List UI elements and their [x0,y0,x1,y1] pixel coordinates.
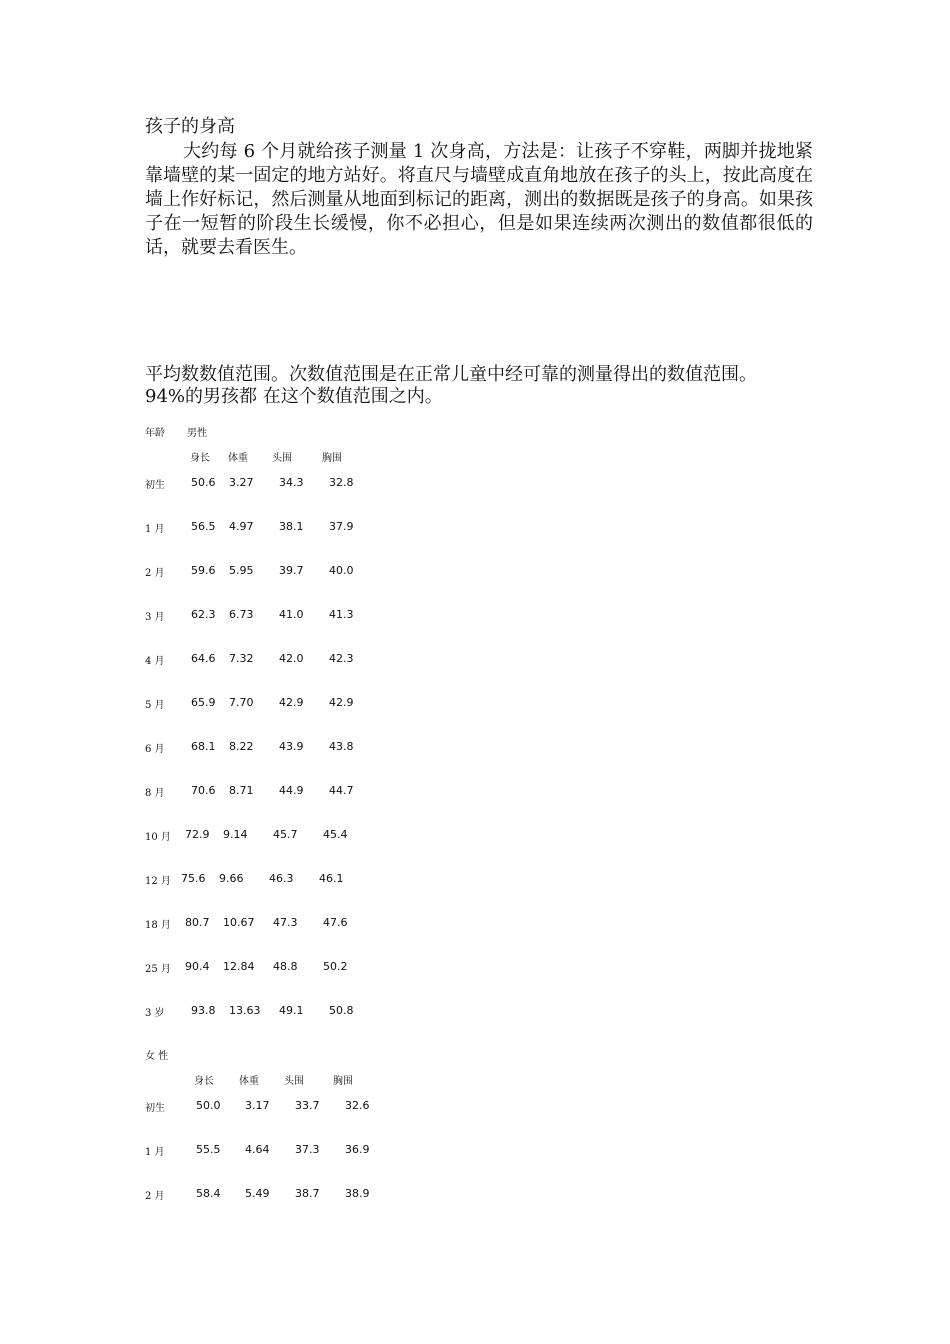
head-value: 38.1 [279,520,304,533]
head-value: 46.3 [269,872,294,885]
weight-value: 10.67 [223,916,255,929]
chest-value: 42.9 [329,696,354,709]
chest-value: 37.9 [329,520,354,533]
head-value: 39.7 [279,564,304,577]
intro-line-2: 94%的男孩都 在这个数值范围之内。 [145,386,443,407]
row-age-label: 2 月 [145,1191,165,1202]
head-value: 45.7 [273,828,298,841]
row-age-label: 5 月 [145,700,165,711]
chest-value: 44.7 [329,784,354,797]
row-age-label: 6 月 [145,744,165,755]
male-header-head: 头围 [272,453,292,464]
chest-value: 32.6 [345,1099,370,1112]
length-value: 93.8 [191,1004,216,1017]
head-value: 37.3 [295,1143,320,1156]
chest-value: 41.3 [329,608,354,621]
chest-value: 38.9 [345,1187,370,1200]
row-age-label: 10 月 [145,832,171,843]
weight-value: 13.63 [229,1004,261,1017]
head-value: 34.3 [279,476,304,489]
chest-value: 46.1 [319,872,344,885]
weight-value: 7.32 [229,652,254,665]
length-value: 56.5 [191,520,216,533]
chest-value: 42.3 [329,652,354,665]
head-value: 42.0 [279,652,304,665]
weight-value: 5.95 [229,564,254,577]
row-age-label: 1 月 [145,524,165,535]
head-value: 49.1 [279,1004,304,1017]
head-value: 42.9 [279,696,304,709]
head-value: 47.3 [273,916,298,929]
chest-value: 43.8 [329,740,354,753]
weight-value: 9.66 [219,872,244,885]
length-value: 72.9 [185,828,210,841]
head-value: 44.9 [279,784,304,797]
length-value: 90.4 [185,960,210,973]
body-paragraph: 大约每 6 个月就给孩子测量 1 次身高，方法是：让孩子不穿鞋，两脚并拢地紧靠墙壁的某一固定的地方站好。将直尺与墙壁成直角地放在孩子的头上，按此高度在墙上作好标记，然后测量从地面到标记的距离，测出的数据既是孩子的身高。如果孩子在一短暂的阶段生长缓慢，你不必担心，但是如果连续两次测出的数值都很低的话，就要去看医生。 [145,141,813,258]
chest-value: 32.8 [329,476,354,489]
length-value: 50.6 [191,476,216,489]
head-value: 38.7 [295,1187,320,1200]
chest-value: 45.4 [323,828,348,841]
male-header-chest: 胸围 [322,453,342,464]
male-sex-label: 男性 [187,428,207,439]
weight-value: 8.22 [229,740,254,753]
length-value: 65.9 [191,696,216,709]
row-age-label: 3 岁 [145,1008,165,1019]
head-value: 48.8 [273,960,298,973]
male-header-weight: 体重 [228,453,248,464]
intro-text [145,364,813,408]
row-age-label: 初生 [145,480,165,491]
female-header-length: 身长 [194,1076,214,1087]
length-value: 68.1 [191,740,216,753]
female-header-weight: 体重 [239,1076,259,1087]
row-age-label: 2 月 [145,568,165,579]
chest-value: 50.2 [323,960,348,973]
weight-value: 5.49 [245,1187,270,1200]
weight-value: 7.70 [229,696,254,709]
weight-value: 4.64 [245,1143,270,1156]
chest-value: 47.6 [323,916,348,929]
length-value: 59.6 [191,564,216,577]
row-age-label: 8 月 [145,788,165,799]
female-header-head: 头围 [284,1076,304,1087]
weight-value: 9.14 [223,828,248,841]
weight-value: 8.71 [229,784,254,797]
weight-value: 4.97 [229,520,254,533]
row-age-label: 12 月 [145,876,171,887]
chest-value: 50.8 [329,1004,354,1017]
head-value: 43.9 [279,740,304,753]
weight-value: 3.17 [245,1099,270,1112]
female-sex-label: 女 性 [145,1051,169,1062]
weight-value: 3.27 [229,476,254,489]
length-value: 50.0 [196,1099,221,1112]
length-value: 80.7 [185,916,210,929]
row-age-label: 1 月 [145,1147,165,1158]
head-value: 33.7 [295,1099,320,1112]
intro-line-1: 平均数数值范围。次数值范围是在正常儿童中经可靠的测量得出的数值范围。 [145,364,757,385]
length-value: 70.6 [191,784,216,797]
row-age-label: 初生 [145,1103,165,1114]
male-header-length: 身长 [190,453,210,464]
length-value: 64.6 [191,652,216,665]
row-age-label: 3 月 [145,612,165,623]
row-age-label: 18 月 [145,920,171,931]
length-value: 62.3 [191,608,216,621]
row-age-label: 25 月 [145,964,171,975]
length-value: 55.5 [196,1143,221,1156]
head-value: 41.0 [279,608,304,621]
female-header-chest: 胸围 [333,1076,353,1087]
weight-value: 12.84 [223,960,255,973]
length-value: 58.4 [196,1187,221,1200]
page-title: 孩子的身高 [145,116,235,137]
age-column-label: 年龄 [145,428,165,439]
row-age-label: 4 月 [145,656,165,667]
weight-value: 6.73 [229,608,254,621]
chest-value: 36.9 [345,1143,370,1156]
chest-value: 40.0 [329,564,354,577]
length-value: 75.6 [181,872,206,885]
